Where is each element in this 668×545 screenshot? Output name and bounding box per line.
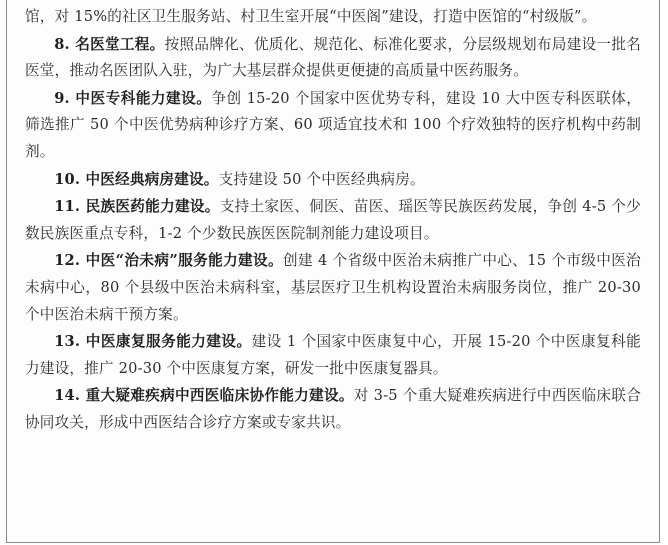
paragraph-body: 创建 4 个省级中医治未病推广中心、15 个市级中医治未病中心，80 个县级中医治未病科室，基层医疗卫生机构设置治未病服务岗位，推广 20-30 个中医治未病干预方案。	[25, 252, 641, 323]
paragraph-body: 建设 1 个国家中医康复中心，开展 15-20 个中医康复科能力建设，推广 20-30 个中医康复方案，研发一批中医康复器具。	[25, 333, 641, 377]
paragraph-body: 支持建设 50 个中医经典病房。	[218, 170, 425, 188]
paragraph-11-ethnic-medicine	[25, 194, 641, 247]
document-page	[6, 0, 660, 543]
paragraph-continuation	[25, 4, 641, 31]
paragraph-heading: 10. 中医经典病房建设。	[54, 170, 219, 188]
paragraph-10-classic-ward	[25, 167, 641, 194]
paragraph-body: 对 3-5 个重大疑难疾病进行中西医临床联合协同攻关，形成中西医结合诊疗方案或专家共识。	[25, 387, 642, 431]
paragraph-body: 争创 15-20 个国家中医优势专科，建设 10 大中医专科医联体，筛选推广 50 个中医优势病种诊疗方案、60 项适宜技术和 100 个疗效独特的医疗机构中药制剂。	[25, 89, 642, 160]
paragraph-12-preventive-treatment	[25, 248, 641, 328]
paragraph-9-specialty-capacity	[25, 86, 641, 166]
paragraph-13-rehabilitation	[25, 329, 641, 382]
paragraph-heading: 8. 名医堂工程。	[54, 35, 165, 53]
paragraph-body: 馆，对 15%的社区卫生服务站、村卫生室开展“中医阁”建设，打造中医馆的“村级版”。	[25, 8, 597, 25]
paragraph-14-integrated-collaboration	[25, 383, 641, 436]
paragraph-8-famous-doctor-hall	[25, 32, 641, 85]
paragraph-body: 支持土家医、侗医、苗医、瑶医等民族医药发展，争创 4-5 个少数民族医重点专科，1-2 个少数民族医医院制剂能力建设项目。	[25, 198, 642, 242]
paragraph-heading: 9. 中医专科能力建设。	[54, 89, 212, 107]
paragraph-heading: 11. 民族医药能力建设。	[54, 198, 220, 216]
paragraph-heading: 13. 中医康复服务能力建设。	[54, 333, 252, 351]
paragraph-heading: 12. 中医“治未病”服务能力建设。	[54, 252, 283, 270]
paragraph-body: 按照品牌化、优质化、规范化、标准化要求，分层级规划布局建设一批名医堂，推动名医团队入驻，为广大基层群众提供更便捷的高质量中医药服务。	[25, 35, 641, 80]
paragraph-heading: 14. 重大疑难疾病中西医临床协作能力建设。	[54, 387, 354, 405]
